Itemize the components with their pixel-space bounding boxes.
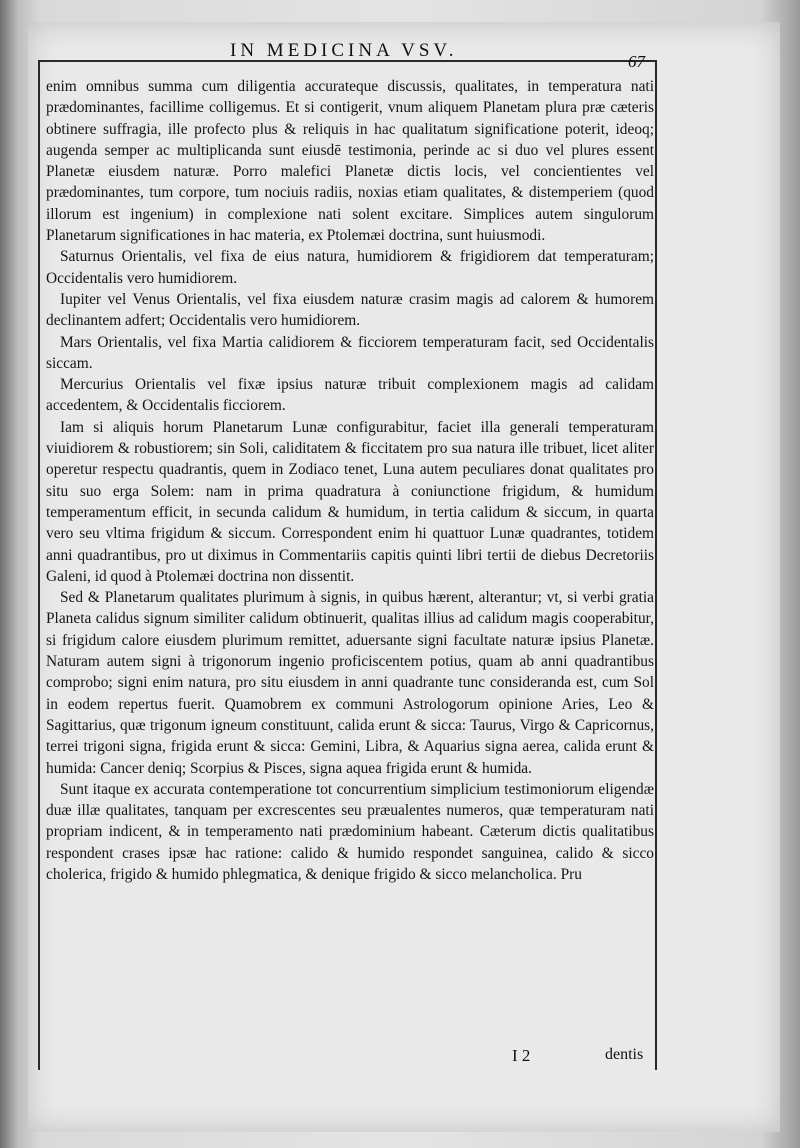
- paragraph: Sunt itaque ex accurata contemperatione tot concurrentium simplicium testimoniorum eligendæ duæ illæ qualitates, tanquam per excrescentes seu præualentes numeros, quæ temperaturam nati propriam indicent, & in temperamento nati prædominium habeant. Cæterum dictis qualitatibus respondent crases ipsæ hac ratione: calido & humido respondet sanguinea, calido & sicco cholerica, frigido & humido phlegmatica, & denique frigido & sicco melancholica. Pru: [46, 780, 654, 883]
- page-number: 67: [628, 52, 645, 71]
- paragraph: Sed & Planetarum qualitates plurimum à signis, in quibus hærent, alterantur; vt, si verbi gratia Planeta calidus signum similiter calidum obtinuerit, qualitas illius ad calidum magis cooperabitur, si frigidum calore eiusdem plurimum remittet, aduersante signi facultate naturæ ipsius Planetæ. Naturam autem signi à trigonorum ingenio proficiscentem potius, quam ab anni quadrantibus comprobo; signi enim natura, pro situ eiusdem in anni quadrante tunc considerandа est, cum Sol in eodem repertus fuerit. Quamobrem ex communi Astrologorum opinione Aries, Leo & Sagittarius, quæ trigonum igneum constituunt, calida erunt & sicca: Taurus, Virgo & Capricornus, terrei trigoni signa, frigida erunt & sicca: Gemini, Libra, & Aquarius signa aerea, calida erunt & humida: Cancer deniq; Scorpius & Pisces, signa aquea frigida erunt & humida.: [46, 589, 654, 777]
- signature-mark: I 2: [512, 1046, 531, 1065]
- running-head: IN MEDICINA VSV.: [230, 40, 458, 61]
- paragraph: Mercurius Orientalis vel fixæ ipsius naturæ tribuit complexionem magis ad calidam accedentem, & Occidentalis ficciorem.: [46, 376, 654, 415]
- catchword: dentis: [605, 1046, 644, 1063]
- body-text: [46, 76, 654, 885]
- paragraph: Saturnus Orientalis, vel fixa de eius natura, humidiorem & frigidiorem dat temperaturam; Occidentalis vero humidiorem.: [46, 248, 654, 287]
- paragraph: Iupiter vel Venus Orientalis, vel fixa eiusdem naturæ crasim magis ad calorem & humorem declinantem adfert; Occidentalis vero humidiorem.: [46, 290, 654, 330]
- paragraph: Mars Orientalis, vel fixa Martia calidiorem & ficciorem temperaturam facit, sed Occidentalis siccam.: [46, 333, 654, 372]
- frame-rule-left: [38, 60, 40, 1070]
- paragraph: Iam si aliquis horum Planetarum Lunæ configurabitur, faciet illa generali temperaturam viuidiorem & robustiorem; sin Soli, caliditatem & ficcitatem pro sua natura ille tribuet, licet aliter operetur respectu quadrantis, quem in Zodiaco tenet, Luna autem peculiares donat qualitates pro situ suo erga Solem: nam in prima quadratura à coniunctione frigidum, & humidum temperamentum efficit, in secunda calidum & humidum, in tertia calidum & siccum, in quarta vero seu vltima frigidum & siccum. Correspondent enim hi quattuor Lunæ quadrantes, totidem anni quadrantibus, pro ut diximus in Commentariis capitis quinti libri tertii de diebus Decretoriis Galeni, id quod à Ptolemæi doctrina non dissentit.: [46, 418, 654, 585]
- frame-rule-right: [655, 60, 657, 1070]
- paragraph: enim omnibus summa cum diligentia accurateque discussis, qualitates, in temperatura nati prædominantes, facillime colligemus. Et si contigerit, vnum aliquem Planetam plura præ cæteris obtinere suffragia, ille profecto plus & reliquis in hac qualitatum significatione poterit, ideoq; augenda semper ac multiplicanda sunt eiusdē testimonia, perinde ac si duo vel plures essent Planetæ eiusdem naturæ. Porro malefici Planetæ dictis locis, vel concientientes vel prædominantes, tum corpore, tum nociuis radiis, noxias etiam qualitates, & distemperiem (quod illorum est ingenium) in complexione nati solent excitare. Simplices autem singulorum Planetarum significationes in hac materia, ex Ptolemæi doctrina, sunt huiusmodi.: [46, 78, 654, 245]
